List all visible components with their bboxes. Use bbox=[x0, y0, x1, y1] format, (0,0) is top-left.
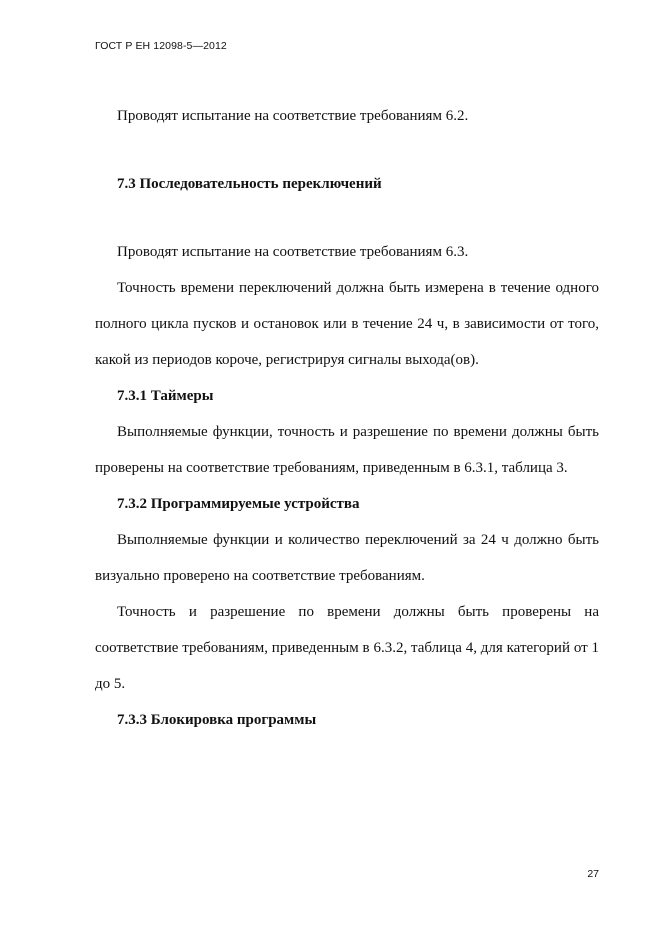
paragraph-programmable-functions: Выполняемые функции и количество переключений за 24 ч должно быть визуально проверено на соответствие требованиям. bbox=[95, 532, 599, 584]
page-number: 27 bbox=[587, 868, 599, 880]
paragraph-test-6-3: Проводят испытание на соответствие требованиям 6.3. bbox=[117, 244, 469, 260]
heading-7-3-1: 7.3.1 Таймеры bbox=[117, 388, 214, 404]
paragraph-timers: Выполняемые функции, точность и разрешение по времени должны быть проверены на соответствие требованиям, приведенным в 6.3.1, таблица 3. bbox=[95, 424, 599, 476]
paragraph-programmable-accuracy: Точность и разрешение по времени должны быть проверены на соответствие требованиям, приведенным в 6.3.2, таблица 4, для категорий от 1 до 5. bbox=[95, 604, 599, 692]
spacer bbox=[95, 202, 599, 234]
paragraph-test-6-2: Проводят испытание на соответствие требованиям 6.2. bbox=[117, 108, 469, 124]
heading-7-3-2: 7.3.2 Программируемые устройства bbox=[117, 496, 360, 512]
paragraph-switching-accuracy: Точность времени переключений должна быть измерена в течение одного полного цикла пусков и остановок или в течение 24 ч, в зависимости от того, какой из периодов короче, регистрируя сигналы выхода(ов). bbox=[95, 280, 599, 368]
spacer bbox=[95, 134, 599, 166]
heading-7-3-3: 7.3.3 Блокировка программы bbox=[117, 712, 317, 728]
page-content bbox=[95, 98, 599, 738]
heading-7-3: 7.3 Последовательность переключений bbox=[117, 176, 382, 192]
document-header-code: ГОСТ Р ЕН 12098-5—2012 bbox=[95, 40, 227, 52]
